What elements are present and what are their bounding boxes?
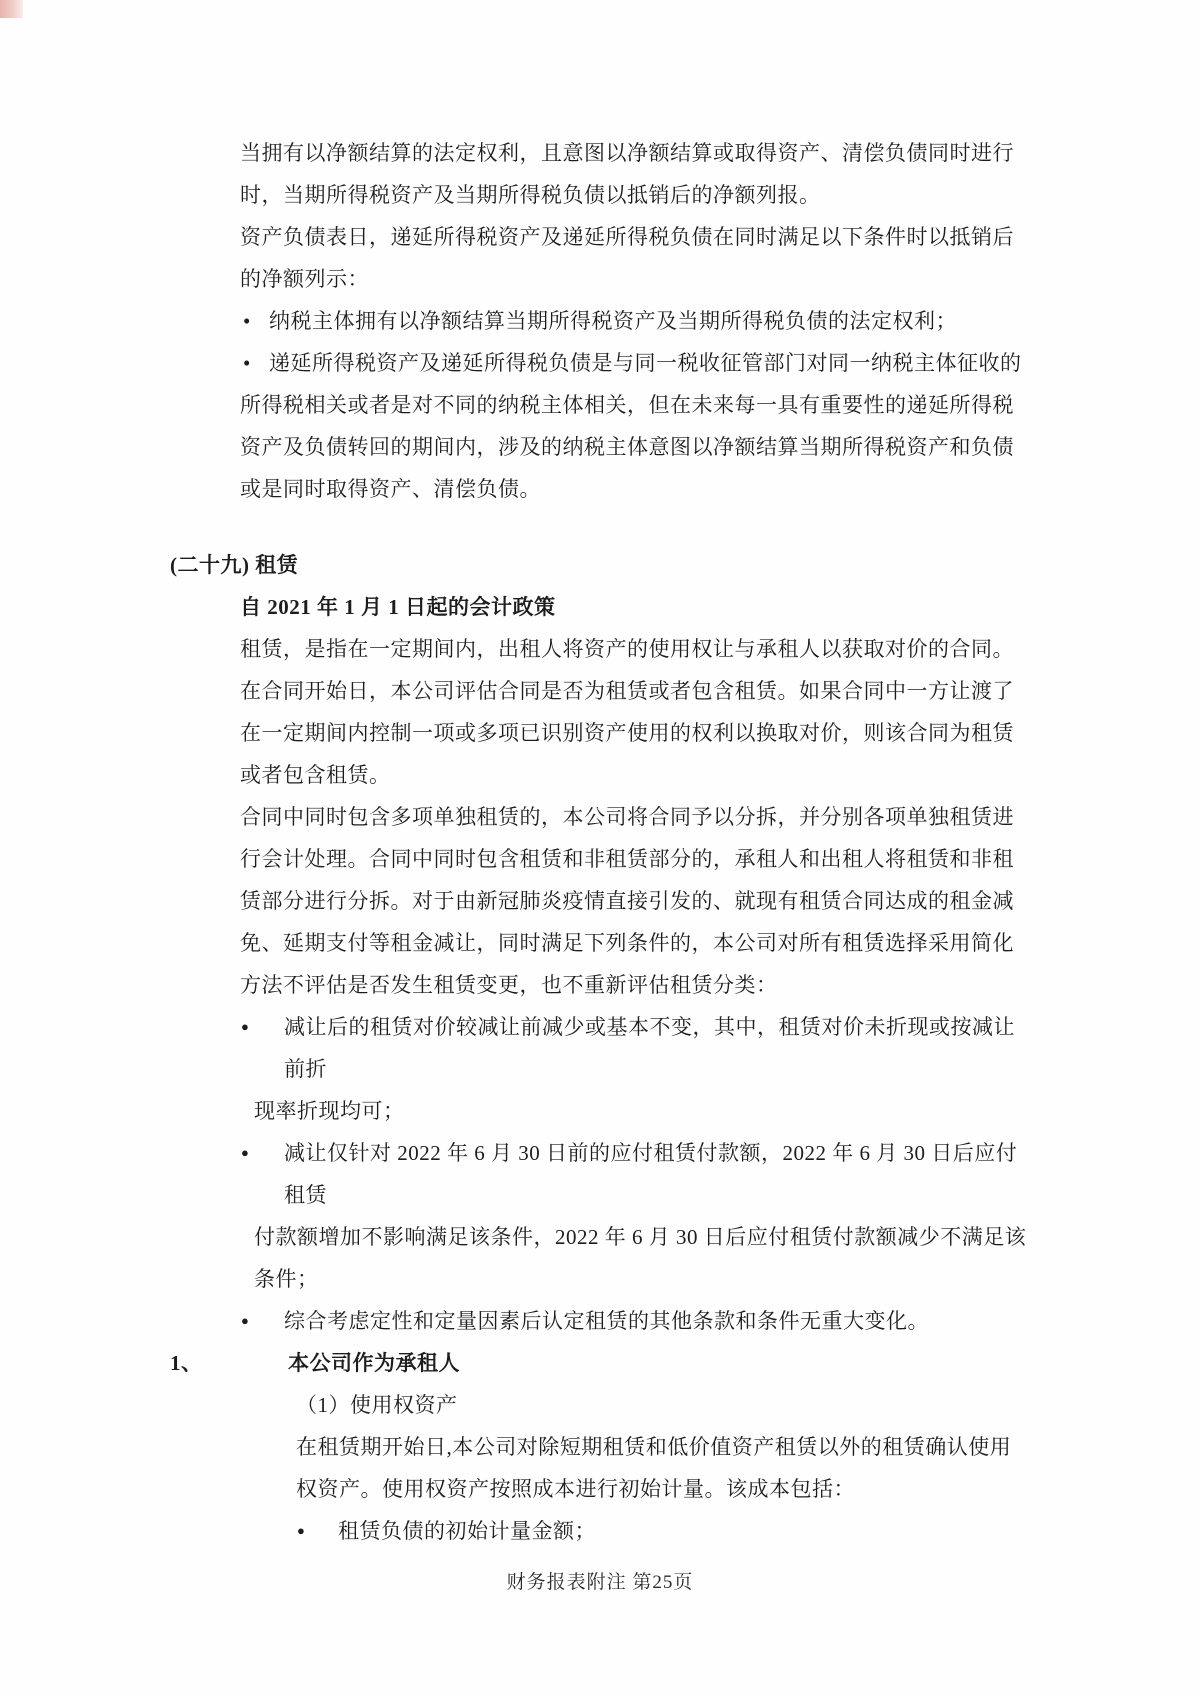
bullet-text: 资产及负债转回的期间内，涉及的纳税主体意图以净额结算当期所得税资产和负债 <box>240 435 1014 459</box>
sub-bullet-text: 租赁负债的初始计量金额； <box>338 1519 596 1543</box>
paragraph-text: 租赁，是指在一定期间内，出租人将资产的使用权让与承租人以获取对价的合同。 <box>240 637 1014 661</box>
bullet-continuation-line <box>0 1090 1200 1132</box>
bullet-text: 付款额增加不影响满足该条件，2022 年 6 月 30 日后应付租赁付款额减少不满足该 <box>254 1225 1027 1249</box>
paragraph-line <box>0 922 1200 964</box>
bullet-line <box>0 1006 1200 1048</box>
paragraph-line <box>0 754 1200 796</box>
sub-paragraph-line <box>0 1468 1200 1510</box>
section-title: 租赁 <box>255 553 299 577</box>
paragraph-text: 在一定期间内控制一项或多项已识别资产使用的权利以换取对价，则该合同为租赁 <box>240 721 1014 745</box>
paragraph-line <box>0 132 1200 174</box>
bullet-text: 前折 <box>284 1057 327 1081</box>
bullet-text: 减让仅针对 2022 年 6 月 30 日前的应付租赁付款额，2022 年 6 月 30 日后应付 <box>284 1141 1018 1165</box>
bullet-icon: ● <box>297 1523 306 1538</box>
bullet-continuation-line <box>0 426 1200 468</box>
bullet-text: 租赁 <box>284 1183 327 1207</box>
paragraph-text: 在合同开始日，本公司评估合同是否为租赁或者包含租赁。如果合同中一方让渡了 <box>240 679 1014 703</box>
bullet-text: 现率折现均可； <box>254 1099 405 1123</box>
paragraph-line <box>0 628 1200 670</box>
bullet-line <box>0 1300 1200 1342</box>
numbered-heading <box>0 1342 1200 1384</box>
bullet-line <box>0 300 1200 342</box>
bold-subheading-text: 自 2021 年 1 月 1 日起的会计政策 <box>240 595 556 619</box>
paragraph-line <box>0 258 1200 300</box>
bullet-continuation-line <box>0 468 1200 510</box>
paragraph-line <box>0 838 1200 880</box>
blank-spacer <box>0 510 1200 544</box>
bullet-line <box>0 1174 1200 1216</box>
sub-paragraph-text: （1）使用权资产 <box>296 1393 458 1417</box>
bullet-line <box>0 342 1200 384</box>
paragraph-line <box>0 216 1200 258</box>
paragraph-text: 赁部分进行分拆。对于由新冠肺炎疫情直接引发的、就现有租赁合同达成的租金减 <box>240 889 1014 913</box>
bullet-continuation-line <box>0 384 1200 426</box>
footer-text: 财务报表附注 第25页 <box>506 1572 694 1593</box>
paragraph-line <box>0 670 1200 712</box>
heading-number: 1、 <box>170 1351 203 1375</box>
bullet-icon: • <box>243 351 251 375</box>
paragraph-text: 合同中同时包含多项单独租赁的，本公司将合同予以分拆，并分别各项单独租赁进 <box>240 805 1014 829</box>
section-heading <box>0 544 1200 586</box>
sub-bullet-line <box>0 1510 1200 1552</box>
paragraph-text: 方法不评估是否发生租赁变更，也不重新评估租赁分类： <box>240 973 778 997</box>
section-number: (二十九) <box>170 553 250 577</box>
bullet-continuation-line <box>0 1216 1200 1258</box>
sub-paragraph-text: 在租赁期开始日,本公司对除短期租赁和低价值资产租赁以外的租赁确认使用 <box>296 1435 1012 1459</box>
paragraph-line <box>0 712 1200 754</box>
bullet-text: 综合考虑定性和定量因素后认定租赁的其他条款和条件无重大变化。 <box>284 1309 929 1333</box>
paragraph-text: 资产负债表日，递延所得税资产及递延所得税负债在同时满足以下条件时以抵销后 <box>240 225 1014 249</box>
bold-subheading <box>0 586 1200 628</box>
sub-paragraph-line <box>0 1426 1200 1468</box>
paragraph-line <box>0 880 1200 922</box>
bullet-text: 或是同时取得资产、清偿负债。 <box>240 477 541 501</box>
bullet-text: 递延所得税资产及递延所得税负债是与同一税收征管部门对同一纳税主体征收的 <box>269 351 1022 375</box>
bullet-text: 纳税主体拥有以净额结算当期所得税资产及当期所得税负债的法定权利； <box>269 309 957 333</box>
bullet-text: 条件； <box>254 1267 319 1291</box>
bullet-icon: ● <box>241 1313 250 1328</box>
paragraph-line <box>0 796 1200 838</box>
paragraph-text: 时，当期所得税资产及当期所得税负债以抵销后的净额列报。 <box>240 183 821 207</box>
bullet-icon: ● <box>241 1019 250 1034</box>
bullet-text: 减让后的租赁对价较减让前减少或基本不变，其中，租赁对价未折现或按减让 <box>284 1015 1015 1039</box>
bullet-line <box>0 1132 1200 1174</box>
bullet-icon: • <box>243 309 251 333</box>
bullet-line <box>0 1048 1200 1090</box>
page-footer <box>0 1562 1200 1604</box>
heading-title: 本公司作为承租人 <box>288 1351 460 1375</box>
paragraph-text: 当拥有以净额结算的法定权利，且意图以净额结算或取得资产、清偿负债同时进行 <box>240 141 1014 165</box>
paragraph-text: 的净额列示： <box>240 267 369 291</box>
paragraph-line <box>0 174 1200 216</box>
paragraph-line <box>0 964 1200 1006</box>
sub-paragraph-line <box>0 1384 1200 1426</box>
bullet-text: 所得税相关或者是对不同的纳税主体相关，但在未来每一具有重要性的递延所得税 <box>240 393 1014 417</box>
paragraph-text: 免、延期支付等租金减让，同时满足下列条件的，本公司对所有租赁选择采用简化 <box>240 931 1014 955</box>
bullet-continuation-line <box>0 1258 1200 1300</box>
paragraph-text: 或者包含租赁。 <box>240 763 391 787</box>
bullet-icon: ● <box>241 1145 250 1160</box>
sub-paragraph-text: 权资产。使用权资产按照成本进行初始计量。该成本包括： <box>296 1477 855 1501</box>
paragraph-text: 行会计处理。合同中同时包含租赁和非租赁部分的，承租人和出租人将租赁和非租 <box>240 847 1014 871</box>
